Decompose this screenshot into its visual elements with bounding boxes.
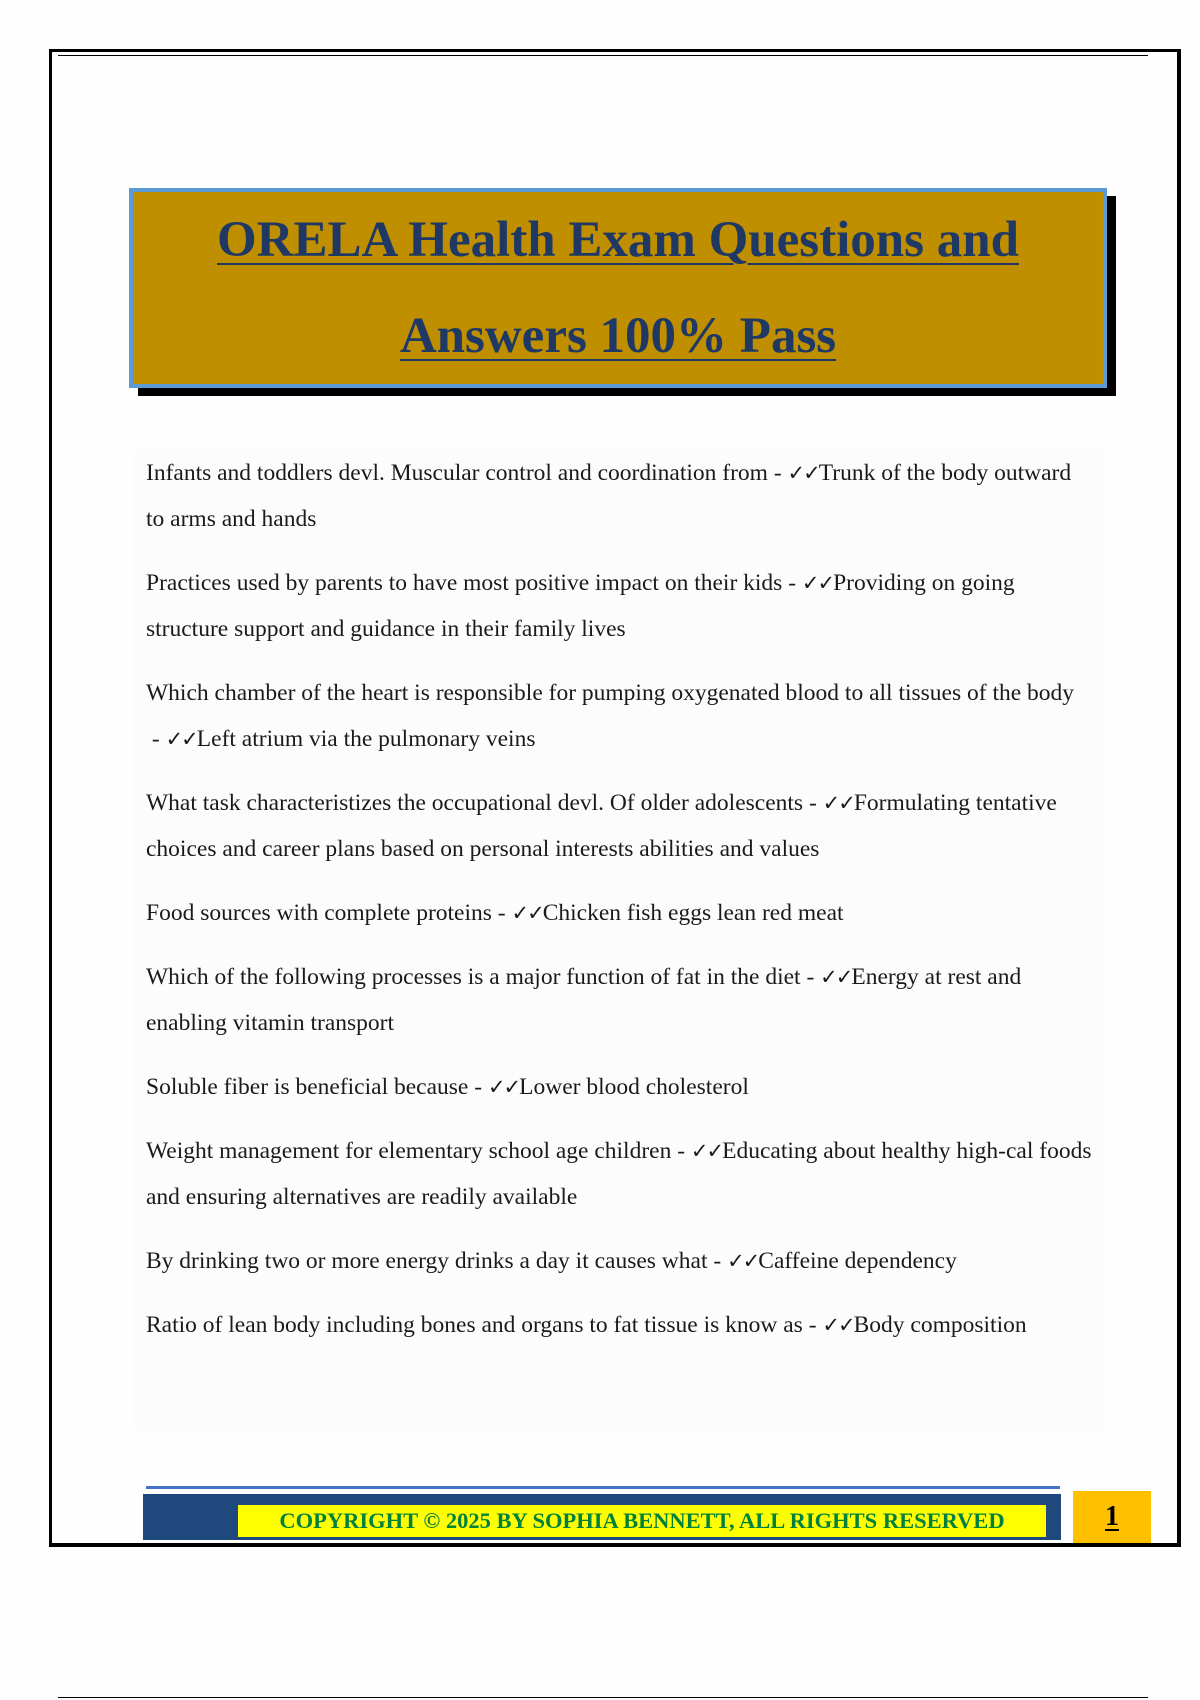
qa-separator: - — [671, 1138, 691, 1164]
question-text: What task characteristizes the occupational devl. Of older adolescents — [146, 790, 804, 816]
qa-separator: - — [767, 460, 788, 486]
qa-item — [134, 1064, 1104, 1128]
answer-text: Providing on going structure support and guidance in their family lives — [146, 570, 1015, 642]
answer-text: Chicken fish eggs lean red meat — [542, 900, 844, 926]
qa-item — [134, 954, 1104, 1064]
qa-separator: - — [707, 1248, 728, 1274]
top-rule — [58, 55, 1148, 56]
question-text: Soluble fiber is beneficial because — [146, 1074, 469, 1100]
double-check-icon: ✓✓ — [165, 727, 197, 751]
qa-separator: - — [800, 964, 821, 990]
answer-text: Body composition — [853, 1312, 1027, 1338]
answer-text: Caffeine dependency — [758, 1248, 957, 1274]
double-check-icon: ✓✓ — [511, 901, 543, 925]
qa-item — [134, 1128, 1104, 1238]
qa-separator: - — [146, 726, 166, 752]
qa-item — [134, 450, 1104, 560]
qa-separator: - — [782, 570, 802, 596]
question-text: Ratio of lean body including bones and organs to fat tissue is know as — [146, 1312, 803, 1338]
qa-item — [134, 1302, 1104, 1366]
title-line-2: Answers 100% Pass — [399, 308, 837, 364]
question-text: Infants and toddlers devl. Muscular control and coordination from — [146, 460, 768, 486]
bottom-rule — [58, 1697, 1148, 1698]
qa-separator: - — [491, 900, 512, 926]
qa-list — [134, 450, 1104, 1366]
question-text: Food sources with complete proteins — [146, 900, 492, 926]
qa-separator: - — [802, 1312, 823, 1338]
page-number: 1 — [1105, 1501, 1119, 1532]
double-check-icon: ✓✓ — [822, 791, 854, 815]
qa-item — [134, 670, 1104, 780]
qa-item — [134, 780, 1104, 890]
double-check-icon: ✓✓ — [801, 571, 834, 595]
question-text: Practices used by parents to have most positive impact on their kids — [146, 570, 783, 596]
answer-text: Educating about healthy high-cal foods and ensuring alternatives are readily available — [146, 1138, 1092, 1210]
double-check-icon: ✓✓ — [787, 461, 819, 485]
answer-text: Trunk of the body outward to arms and hands — [146, 460, 1072, 532]
answer-text: Formulating tentative choices and career plans based on personal interests abilities and values — [146, 790, 1057, 862]
qa-separator: - — [803, 790, 823, 816]
question-text: Which of the following processes is a major function of fat in the diet — [146, 964, 801, 990]
double-check-icon: ✓✓ — [727, 1249, 759, 1273]
question-text: Which chamber of the heart is responsible for pumping oxygenated blood to all tissues of the body — [146, 680, 1075, 706]
answer-text: Lower blood cholesterol — [519, 1074, 749, 1100]
qa-separator: - — [468, 1074, 488, 1100]
double-check-icon: ✓✓ — [820, 965, 852, 989]
question-text: Weight management for elementary school age children — [146, 1138, 672, 1164]
question-text: By drinking two or more energy drinks a day it causes what — [146, 1248, 708, 1274]
title-line-1: ORELA Health Exam Questions and — [217, 212, 1019, 268]
qa-item — [134, 560, 1104, 670]
page-title — [193, 192, 1043, 384]
qa-item — [134, 1238, 1104, 1302]
title-banner — [129, 188, 1107, 388]
answer-text: Left atrium via the pulmonary veins — [196, 726, 536, 752]
page-number-badge — [1073, 1491, 1151, 1543]
qa-item — [134, 890, 1104, 954]
double-check-icon: ✓✓ — [487, 1075, 520, 1099]
double-check-icon: ✓✓ — [822, 1313, 854, 1337]
footer-rule — [146, 1486, 1060, 1489]
double-check-icon: ✓✓ — [690, 1139, 723, 1163]
copyright-notice: COPYRIGHT © 2025 BY SOPHIA BENNETT, ALL RIGHTS RESERVED — [238, 1505, 1046, 1537]
answer-text: Energy at rest and enabling vitamin transport — [146, 964, 1022, 1036]
qa-content — [134, 450, 1104, 1430]
